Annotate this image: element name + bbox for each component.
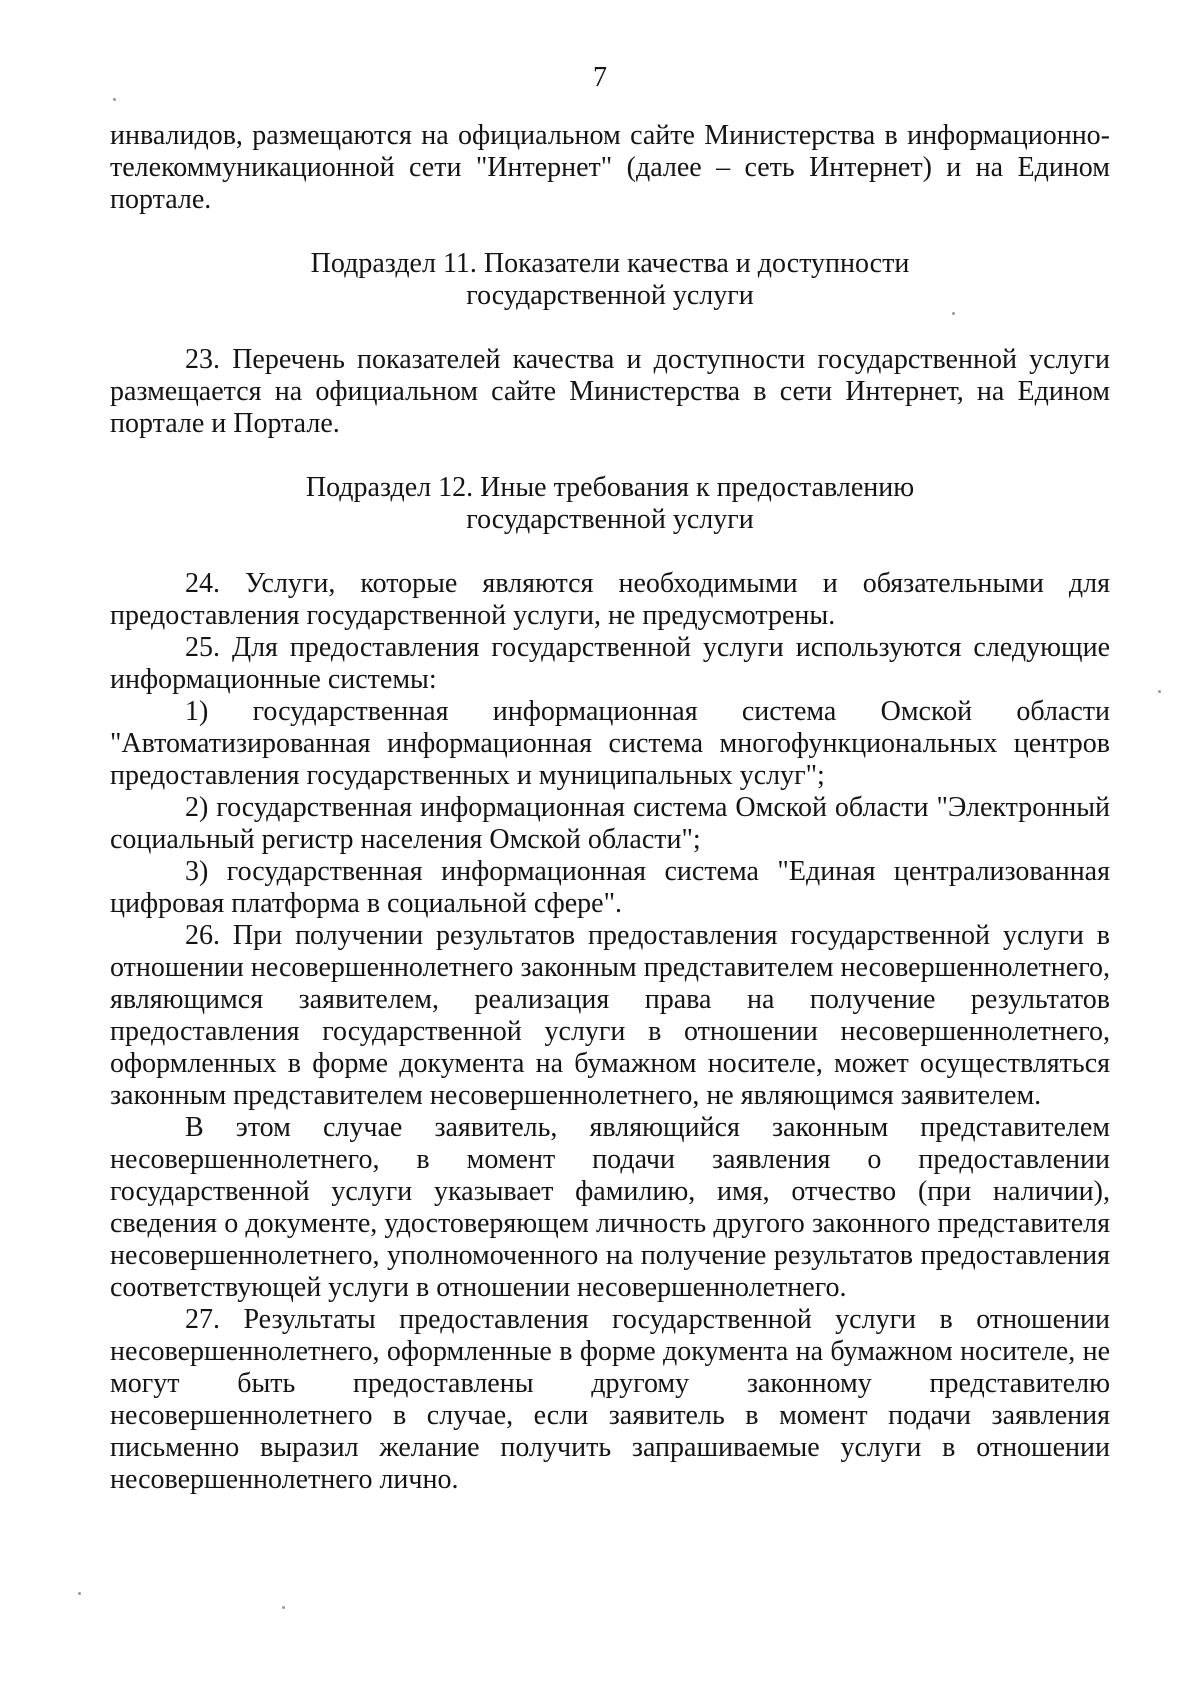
list-item-25-2: 2) государственная информационная система Омской области "Электронный социальный регистр населения Омской области";	[110, 792, 1110, 855]
scan-speck	[113, 98, 116, 101]
scan-speck	[282, 1606, 285, 1609]
paragraph-25: 25. Для предоставления государственной услуги используются следующие информационные системы:	[110, 632, 1110, 695]
paragraph-27: 27. Результаты предоставления государственной услуги в отношении несовершеннолетнего, оформленные в форме документа на бумажном носителе, не могут быть предоставлены другому законному представителю несовершеннолетнего в случае, если заявитель в момент подачи заявления письменно выразил желание получить запрашиваемые услуги в отношении несовершеннолетнего лично.	[110, 1304, 1110, 1495]
list-item-25-3: 3) государственная информационная система "Единая централизованная цифровая платформа в социальной сфере".	[110, 856, 1110, 919]
page-number: 7	[593, 62, 607, 93]
document-body	[110, 120, 1110, 1496]
section-heading-12	[110, 472, 1110, 536]
paragraph-26-continuation: В этом случае заявитель, являющийся законным представителем несовершеннолетнего, в момент подачи заявления о предоставлении государственной услуги указывает фамилию, имя, отчество (при наличии), сведения о документе, удостоверяющем личность другого законного представителя несовершеннолетнего, уполномоченного на получение результатов предоставления соответствующей услуги в отношении несовершеннолетнего.	[110, 1112, 1110, 1303]
paragraph-24: 24. Услуги, которые являются необходимыми и обязательными для предоставления государственной услуги, не предусмотрены.	[110, 568, 1110, 631]
section-heading-11	[110, 248, 1110, 312]
heading-12-line-1: Подраздел 12. Иные требования к предоставлению	[305, 472, 915, 503]
heading-12-line-2: государственной услуги	[466, 504, 754, 535]
scan-speck	[1158, 690, 1161, 693]
list-item-25-1: 1) государственная информационная система Омской области "Автоматизированная информационная система многофункциональных центров предоставления государственных и муниципальных услуг";	[110, 696, 1110, 791]
scan-speck	[952, 312, 955, 315]
heading-11-line-1: Подраздел 11. Показатели качества и доступности	[310, 248, 910, 279]
paragraph-26: 26. При получении результатов предоставления государственной услуги в отношении несовершеннолетнего законным представителем несовершеннолетнего, являющимся заявителем, реализация права на получение результатов предоставления государственной услуги в отношении несовершеннолетнего, оформленных в форме документа на бумажном носителе, может осуществляться законным представителем несовершеннолетнего, не являющимся заявителем.	[110, 920, 1110, 1111]
scan-speck	[78, 1592, 81, 1595]
heading-11-line-2: государственной услуги	[466, 280, 754, 311]
paragraph-intro: инвалидов, размещаются на официальном сайте Министерства в информационно-телекоммуникационной сети "Интернет" (далее – сеть Интернет) и на Едином портале.	[110, 120, 1110, 215]
paragraph-23: 23. Перечень показателей качества и доступности государственной услуги размещается на официальном сайте Министерства в сети Интернет, на Едином портале и Портале.	[110, 344, 1110, 439]
